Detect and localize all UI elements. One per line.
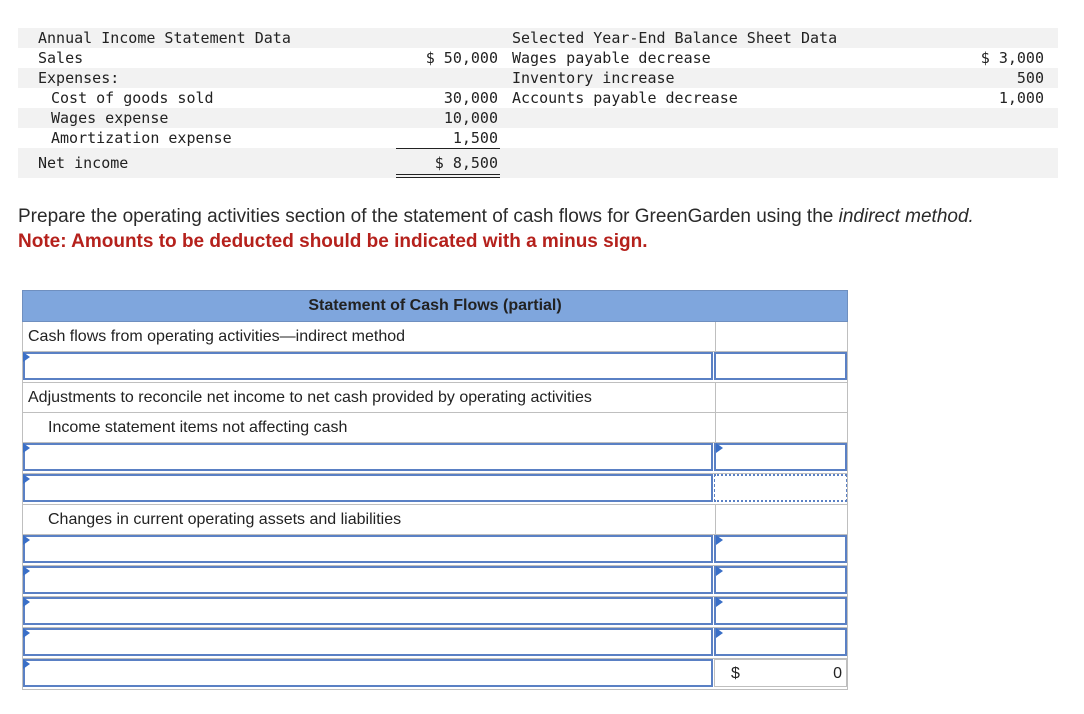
net-income-input-row	[22, 352, 848, 383]
value-indicator-icon	[716, 443, 723, 453]
dropdown-indicator-icon	[23, 443, 30, 453]
operating-value-cell	[715, 322, 847, 351]
net-income-amount: $ 8,500	[434, 154, 498, 172]
total-double-underline	[396, 174, 500, 178]
change-input-row-4	[22, 628, 848, 659]
cogs-label: Cost of goods sold	[51, 89, 214, 107]
data-row-wages	[18, 108, 1058, 128]
change-input-row-2	[22, 566, 848, 597]
accounts-payable-label: Accounts payable decrease	[512, 89, 738, 107]
income-item-amount-input-1[interactable]	[714, 443, 847, 471]
net-cash-total-cell	[714, 659, 847, 687]
wages-payable-label: Wages payable decrease	[512, 49, 711, 67]
dropdown-indicator-icon	[23, 566, 30, 576]
change-dropdown-1[interactable]	[23, 535, 713, 563]
changes-label: Changes in current operating assets and liabilities	[48, 511, 402, 528]
wages-payable-amount: $ 3,000	[980, 49, 1044, 67]
wages-amount: 10,000	[443, 109, 498, 127]
changes-row	[22, 505, 848, 535]
adjustments-row	[22, 383, 848, 413]
net-cash-total-row	[22, 659, 848, 690]
dropdown-indicator-icon	[23, 628, 30, 638]
balance-sheet-title: Selected Year-End Balance Sheet Data	[512, 29, 838, 47]
dropdown-indicator-icon	[23, 659, 30, 669]
net-income-label: Net income	[38, 154, 129, 172]
change-amount-input-1[interactable]	[714, 535, 847, 563]
expenses-label: Expenses:	[38, 69, 120, 87]
cash-flow-statement	[22, 290, 848, 690]
income-items-label: Income statement items not affecting cash	[48, 419, 348, 436]
change-amount-input-2[interactable]	[714, 566, 847, 594]
inventory-amount: 500	[1016, 69, 1044, 87]
dropdown-indicator-icon	[23, 474, 30, 484]
net-cash-dropdown[interactable]	[23, 659, 713, 687]
currency-symbol: $	[731, 665, 740, 682]
change-amount-input-3[interactable]	[714, 597, 847, 625]
operating-activities-label: Cash flows from operating activities—indirect method	[28, 328, 406, 345]
sales-label: Sales	[38, 49, 84, 67]
data-row-net-income	[18, 148, 1058, 178]
net-cash-total-value: 0	[833, 665, 842, 682]
value-indicator-icon	[716, 535, 723, 545]
data-row-sales	[18, 48, 1058, 68]
net-income-dropdown[interactable]	[23, 352, 713, 380]
statement-header: Statement of Cash Flows (partial)	[22, 290, 848, 322]
value-indicator-icon	[716, 628, 723, 638]
data-row-titles	[18, 28, 1058, 48]
income-item-dropdown-2[interactable]	[23, 474, 713, 502]
dropdown-indicator-icon	[23, 352, 30, 362]
change-amount-input-4[interactable]	[714, 628, 847, 656]
data-row-cogs	[18, 88, 1058, 108]
amortization-amount: 1,500	[452, 129, 498, 147]
net-income-amount-input[interactable]	[714, 352, 847, 380]
instruction-prompt	[18, 206, 974, 228]
income-items-value-cell	[715, 413, 847, 442]
instruction-note: Note: Amounts to be deducted should be indicated with a minus sign.	[18, 231, 648, 252]
dropdown-indicator-icon	[23, 597, 30, 607]
sales-amount: $ 50,000	[425, 49, 498, 67]
cogs-amount: 30,000	[443, 89, 498, 107]
changes-value-cell	[715, 505, 847, 534]
value-indicator-icon	[716, 566, 723, 576]
prompt-text: Prepare the operating activities section of the statement of cash flows for GreenGarden using the	[18, 206, 839, 227]
dropdown-indicator-icon	[23, 535, 30, 545]
income-item-dropdown-1[interactable]	[23, 443, 713, 471]
change-dropdown-4[interactable]	[23, 628, 713, 656]
adjustments-value-cell	[715, 383, 847, 412]
accounts-payable-amount: 1,000	[998, 89, 1044, 107]
change-input-row-1	[22, 535, 848, 566]
change-dropdown-3[interactable]	[23, 597, 713, 625]
value-indicator-icon	[716, 597, 723, 607]
change-dropdown-2[interactable]	[23, 566, 713, 594]
income-items-row	[22, 413, 848, 443]
operating-activities-row	[22, 322, 848, 352]
income-statement-title: Annual Income Statement Data	[38, 29, 291, 47]
adjustments-label: Adjustments to reconcile net income to net cash provided by operating activities	[28, 389, 592, 406]
prompt-emphasis: indirect method.	[838, 206, 974, 227]
change-input-row-3	[22, 597, 848, 628]
inventory-label: Inventory increase	[512, 69, 675, 87]
income-item-input-row-1	[22, 443, 848, 474]
income-item-amount-input-2[interactable]	[714, 474, 847, 502]
data-row-amortization	[18, 128, 1058, 148]
data-row-expenses	[18, 68, 1058, 88]
amortization-label: Amortization expense	[51, 129, 232, 147]
wages-label: Wages expense	[51, 109, 169, 127]
given-data-table	[18, 28, 1058, 178]
income-item-input-row-2	[22, 474, 848, 505]
